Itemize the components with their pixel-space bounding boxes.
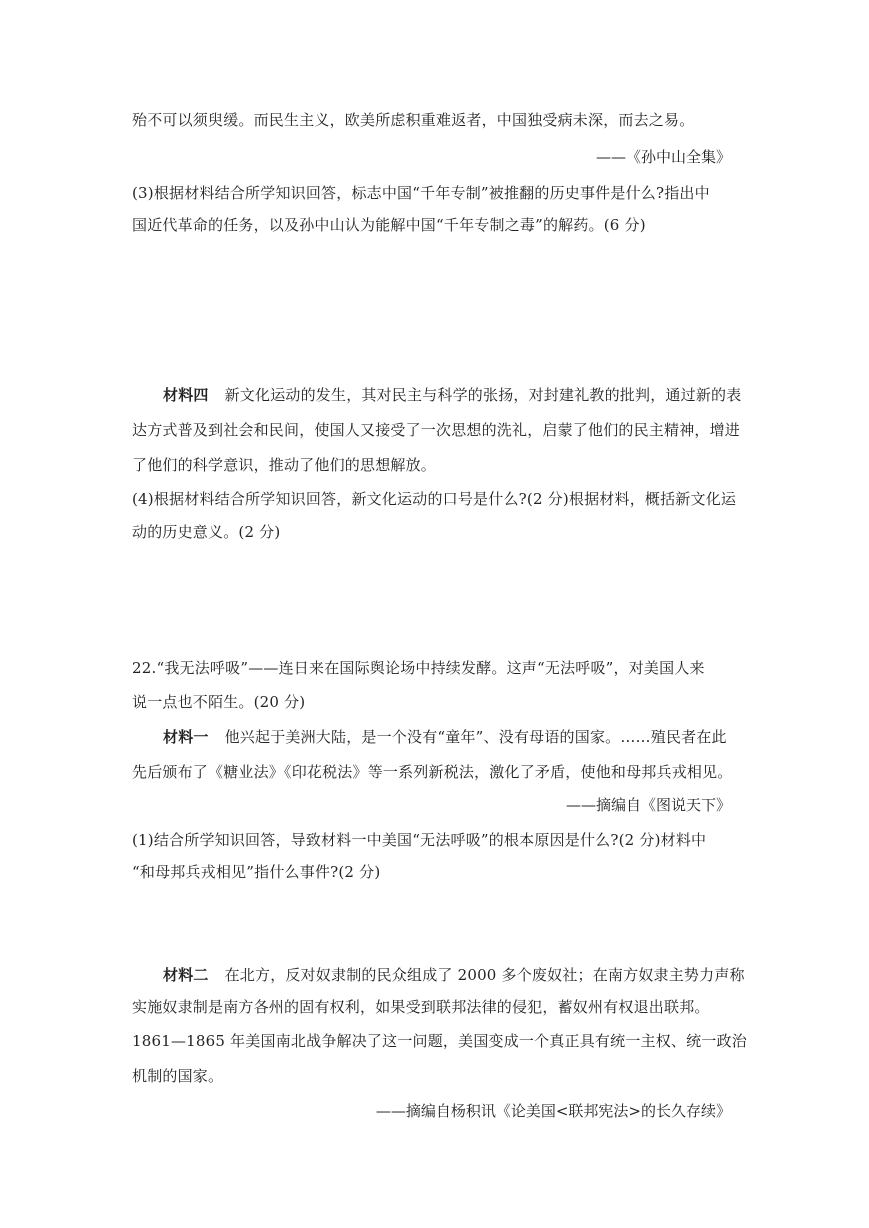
material-1-line [163,727,727,747]
material-2-line: 实施奴隶制是南方各州的固有权利，如果受到联邦法律的侵犯，蓄奴州有权退出联邦。 [132,998,710,1016]
material-4-label: 材料四 [163,386,209,404]
question-4-line: 动的历史意义。(2 分) [132,523,281,541]
paragraph-line: 殆不可以须臾缓。而民生主义，欧美所虑积重难返者，中国独受病未深，而去之易。 [132,111,695,129]
material-2-label: 材料二 [163,966,209,984]
material-1-label: 材料一 [163,728,209,746]
question-22-line: 22.“我无法呼吸”——连日来在国际舆论场中持续发酵。这声“无法呼吸”，对美国人来 [132,659,705,677]
material-4-text: 新文化运动的发生，其对民主与科学的张扬，对封建礼教的批判，通过新的表 [224,386,742,404]
material-2-line: 1861—1865 年美国南北战争解决了这一问题，美国变成一个真正具有统一主权、统一政治 [132,1032,747,1050]
question-4-line: (4)根据材料结合所学知识回答，新文化运动的口号是什么?(2 分)根据材料，概括新文化运 [132,490,737,508]
question-1-line: “和母邦兵戎相见”指什么事件?(2 分) [132,863,381,881]
source-citation: ——摘编自杨积讯《论美国<联邦宪法>的长久存续》 [375,1102,731,1120]
question-3-line: 国近代革命的任务，以及孙中山认为能解中国“千年专制之毒”的解药。(6 分) [132,216,646,234]
question-3-line: (3)根据材料结合所学知识回答，标志中国“千年专制”被推翻的历史事件是什么?指出中 [132,184,710,202]
material-4-line [163,385,741,405]
material-4-line: 了他们的科学意识，推动了他们的思想解放。 [132,456,437,474]
material-1-line: 先后颁布了《糖业法》《印花税法》等一系列新税法，激化了矛盾，使他和母邦兵戎相见。 [132,763,733,781]
material-2-text: 在北方，反对奴隶制的民众组成了 2000 多个废奴社；在南方奴隶主势力声称 [224,966,745,984]
source-citation: ——摘编自《图说天下》 [565,796,731,814]
material-2-line: 机制的国家。 [132,1067,224,1085]
material-1-text: 他兴起于美洲大陆，是一个没有“童年”、没有母语的国家。……殖民者在此 [224,728,727,746]
material-4-line: 达方式普及到社会和民间，使国人又接受了一次思想的洗礼，启蒙了他们的民主精神，增进 [132,421,741,439]
material-2-line [163,965,745,985]
question-1-line: (1)结合所学知识回答，导致材料一中美国“无法呼吸”的根本原因是什么?(2 分)材料中 [132,831,707,849]
question-22-line: 说一点也不陌生。(20 分) [132,693,306,711]
source-citation: ——《孙中山全集》 [595,148,731,166]
